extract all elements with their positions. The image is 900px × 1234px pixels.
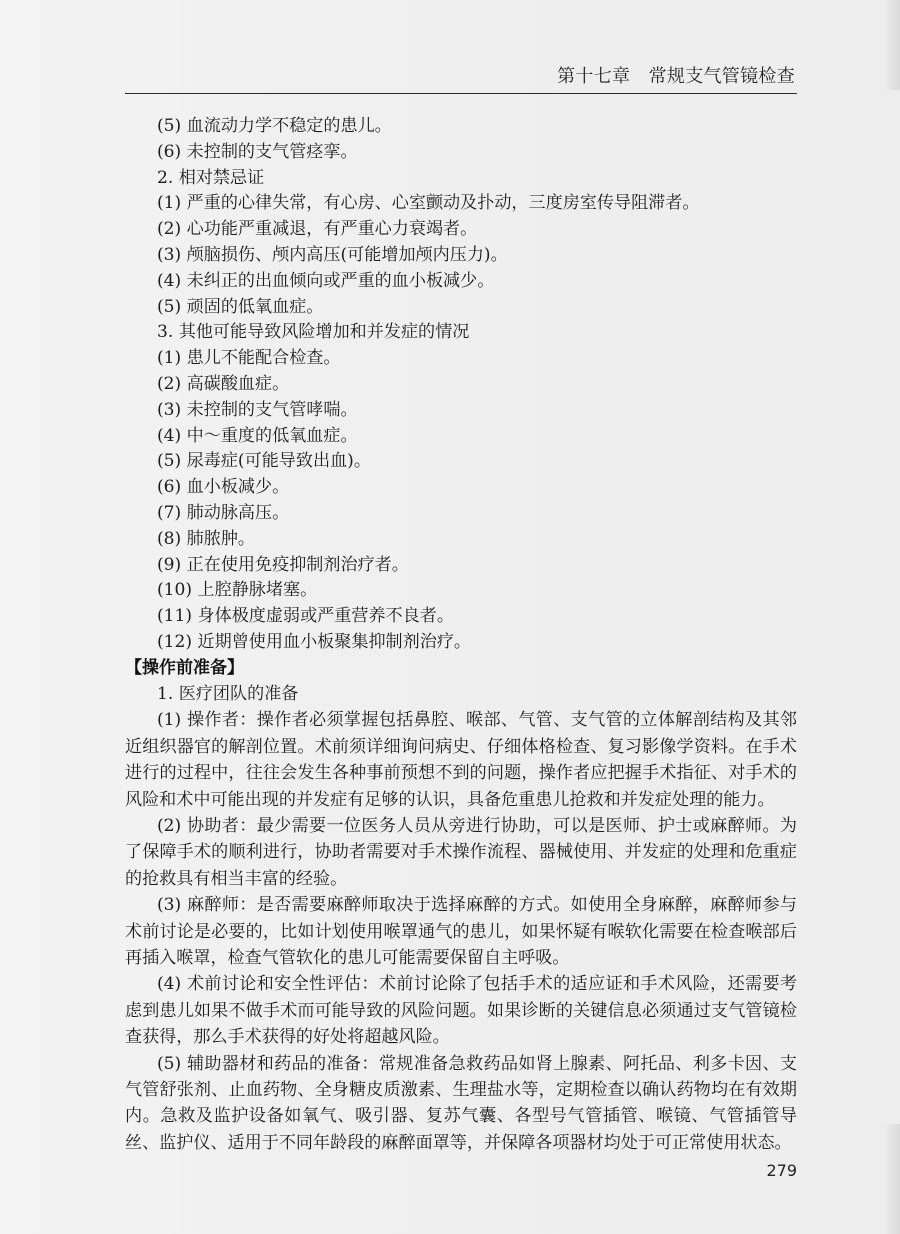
list-item: (7) 肺动脉高压。 xyxy=(157,502,290,523)
list-item: (1) 严重的心律失常，有心房、心室颤动及扑动，三度房室传导阻滞者。 xyxy=(157,193,700,214)
paragraph: (4) 术前讨论和安全性评估：术前讨论除了包括手术的适应证和手术风险，还需要考虑到患儿如果不做手术而可能导致的风险问题。如果诊断的关键信息必须通过支气管镜检查获得，那么手术获得的好处将超越风险。 xyxy=(125,974,797,1048)
list-item: (11) 身体极度虚弱或严重营养不良者。 xyxy=(157,606,454,627)
list-item: (3) 颅脑损伤、颅内高压(可能增加颅内压力)。 xyxy=(157,244,508,265)
subheading: 3. 其他可能导致风险增加和并发症的情况 xyxy=(157,322,470,343)
list-item: (6) 血小板减少。 xyxy=(157,477,290,498)
page-body xyxy=(125,114,797,1156)
list-item: (12) 近期曾使用血小板聚集抑制剂治疗。 xyxy=(157,631,472,652)
list-item: (4) 中～重度的低氧血症。 xyxy=(157,425,358,446)
subheading: 1. 医疗团队的准备 xyxy=(157,683,299,704)
list-item: (2) 高碳酸血症。 xyxy=(157,373,290,394)
paragraph: (3) 麻醉师：是否需要麻醉师取决于选择麻醉的方式。如使用全身麻醉，麻醉师参与术前讨论是必要的，比如计划使用喉罩通气的患儿，如果怀疑有喉软化需要在检查喉部后再插入喉罩，检查气管软化的患儿可能需要保留自主呼吸。 xyxy=(125,895,797,968)
list-item: (2) 心功能严重减退，有严重心力衰竭者。 xyxy=(157,219,478,240)
list-item: (9) 正在使用免疫抑制剂治疗者。 xyxy=(157,554,409,575)
section-heading: 【操作前准备】 xyxy=(125,657,244,678)
list-item: (6) 未控制的支气管痉挛。 xyxy=(157,141,358,162)
paragraph: (1) 操作者：操作者必须掌握包括鼻腔、喉部、气管、支气管的立体解剖结构及其邻近组织器官的解剖位置。术前须详细询问病史、仔细体格检查、复习影像学资料。在手术进行的过程中，往往会发生各种事前预想不到的问题，操作者应把握手术指征、对手术的风险和术中可能出现的并发症有足够的认识，具备危重患儿抢救和并发症处理的能力。 xyxy=(125,710,797,810)
list-item: (10) 上腔静脉堵塞。 xyxy=(157,580,318,601)
list-item: (8) 肺脓肿。 xyxy=(157,528,256,549)
header-rule xyxy=(125,93,797,94)
list-item: (3) 未控制的支气管哮喘。 xyxy=(157,399,358,420)
page-number: 279 xyxy=(766,1161,797,1180)
paragraph: (2) 协助者：最少需要一位医务人员从旁进行协助，可以是医师、护士或麻醉师。为了保障手术的顺利进行，协助者需要对手术操作流程、器械使用、并发症的处理和危重症的抢救具有相当丰富的经验。 xyxy=(125,815,797,889)
list-item: (5) 血流动力学不稳定的患儿。 xyxy=(157,116,392,136)
list-item: (1) 患儿不能配合检查。 xyxy=(157,348,341,369)
list-item: (5) 顽固的低氧血症。 xyxy=(157,296,324,317)
list-item: (4) 未纠正的出血倾向或严重的血小板减少。 xyxy=(157,270,495,291)
running-header xyxy=(125,58,797,94)
subheading: 2. 相对禁忌证 xyxy=(157,167,265,188)
page-edge-shadow-bottom xyxy=(884,1124,900,1234)
paragraph: (5) 辅助器材和药品的准备：常规准备急救药品如肾上腺素、阿托品、利多卡因、支气管舒张剂、止血药物、全身糖皮质激素、生理盐水等，定期检查以确认药物均在有效期内。急救及监护设备如氧气、吸引器、复苏气囊、各型号气管插管、喉镜、气管插管导丝、监护仪、适用于不同年龄段的麻醉面罩等，并保障各项器材均处于可正常使用状态。 xyxy=(125,1053,797,1153)
chapter-title: 第十七章 常规支气管镜检查 xyxy=(557,66,795,87)
list-item: (5) 尿毒症(可能导致出血)。 xyxy=(157,451,371,472)
page-edge-shadow-top xyxy=(884,0,900,90)
